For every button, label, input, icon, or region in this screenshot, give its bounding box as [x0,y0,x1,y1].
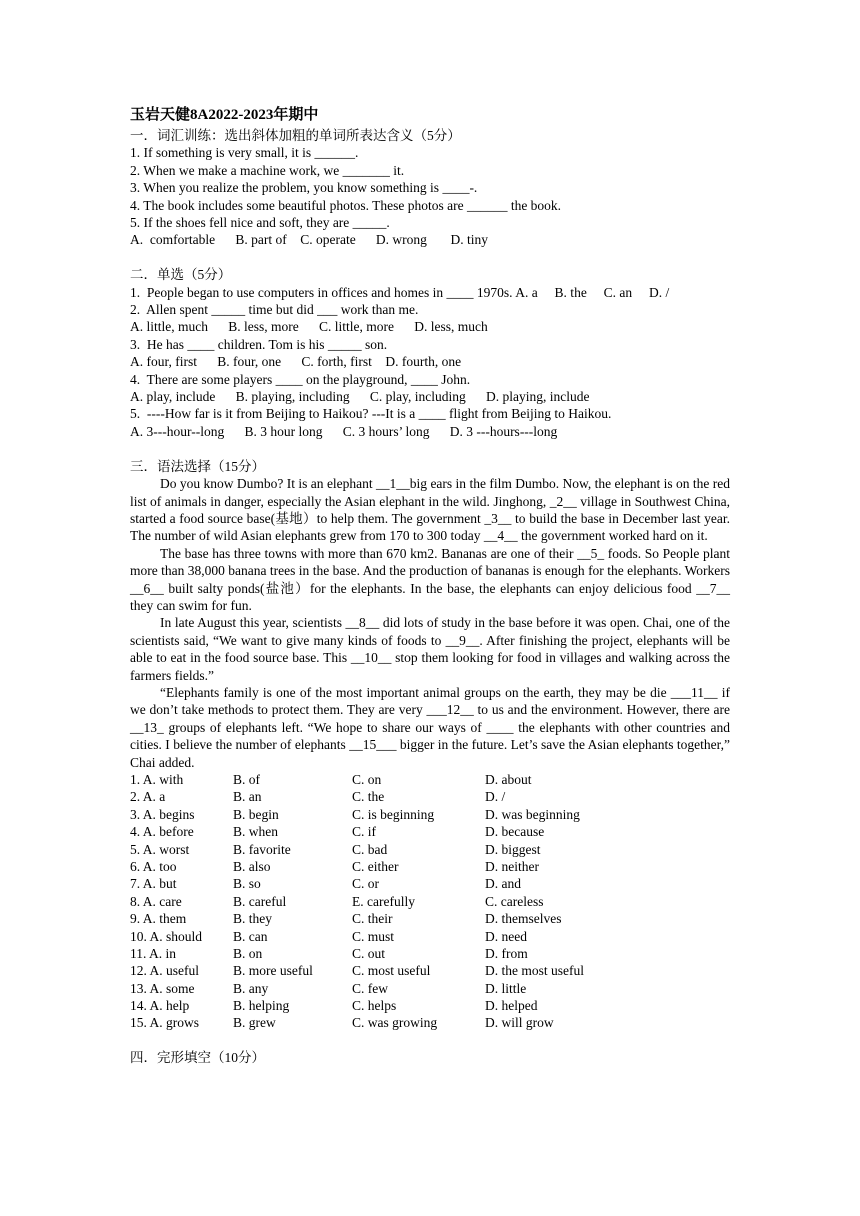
choice-b: B. favorite [233,841,291,857]
passage-paragraph-3: In late August this year, scientists __8__ did lots of study in the base before it was open. Chai, one of the scientists said, “We want to give many kinds of foods to __9__. After finishing the project, elephants will be able to eat in the food source base. This __10__ stop them looking for food in villages and walking across the farmers fields.” [130,615,730,683]
choice-row [130,858,730,875]
mc-line: 4. There are some players ____ on the playground, ____ John. [130,371,471,387]
mc-line: 5. ----How far is it from Beijing to Haikou? ---It is a ____ flight from Beijing to Haikou. [130,406,612,422]
mc-line: 3. He has ____ children. Tom is his _____ son. [130,336,388,352]
mc-line: A. 3---hour--long B. 3 hour long C. 3 hours’ long D. 3 ---hours---long [130,423,558,439]
choices-table [130,771,730,1032]
choice-row [130,841,730,858]
choice-d: D. little [485,980,527,996]
choice-b: B. begin [233,806,279,822]
choice-a: 3. A. begins [130,806,195,822]
choice-d: D. need [485,928,527,944]
choice-row [130,771,730,788]
choice-d: D. from [485,945,528,961]
choice-row [130,962,730,979]
passage-paragraph-4: “Elephants family is one of the most important animal groups on the earth, they may be die ___11__ if we don’t take methods to protect them. They are very ___12__ to us and the environment. However, there are __13_ groups of elephants left. “We hope to share our ways of ____ the elephants with other countries and cities. I believe the number of elephants __15___ bigger in the future. Let’s save the Asian elephants together,” Chai added. [130,684,730,770]
choice-b: B. of [233,772,260,787]
section4-heading: 四．完形填空（10分） [130,1050,265,1066]
choice-a: 9. A. them [130,911,187,927]
choice-c: C. helps [352,998,397,1014]
page-title: 玉岩天健8A2022-2023年期中 [130,107,319,123]
choice-b: B. also [233,858,271,874]
choice-c: C. either [352,858,399,874]
mc-line: 2. Allen spent _____ time but did ___ work than me. [130,302,419,318]
spacer [130,1032,730,1049]
choice-row [130,1014,730,1031]
document-page [130,103,730,1067]
vocab-question-1: 1. If something is very small, it is ______. [130,145,359,161]
section1-heading: 一．词汇训练：选出斜体加粗的单词所表达含义（5分） [130,128,461,143]
choice-d: D. / [485,789,506,805]
section3-heading: 三．语法选择（15分） [130,458,265,474]
vocab-question-2: 2. When we make a machine work, we _______ it. [130,162,405,178]
passage-paragraph-2: The base has three towns with more than 670 km2. Bananas are one of their __5_ foods. So People plant more than 38,000 banana trees in the base. And the production of bananas is enough for the elephants. Workers __6__ built salty ponds(盐池）for the elephants. In the base, the elephants can enjoy delicious food __7__ they can swim for fun. [130,545,730,613]
choice-c: C. or [352,876,379,892]
choice-d: D. themselves [485,911,562,927]
choice-b: B. an [233,789,262,805]
choice-row [130,788,730,805]
choice-d: D. and [485,876,521,892]
vocab-question-3: 3. When you realize the problem, you know something is ____-. [130,180,478,196]
choice-c: C. must [352,928,395,944]
choice-a: 6. A. too [130,858,177,874]
choice-a: 14. A. help [130,998,190,1014]
choice-b: B. helping [233,998,290,1014]
choice-d: D. because [485,824,545,840]
choice-b: B. can [233,928,268,944]
choice-b: B. when [233,824,278,840]
choice-a: 8. A. care [130,893,182,909]
spacer [130,440,730,457]
choice-d: D. about [485,772,532,787]
choice-b: B. grew [233,1015,276,1031]
choice-c: C. bad [352,841,388,857]
choice-d: D. biggest [485,841,541,857]
choice-row [130,928,730,945]
choice-row [130,997,730,1014]
choice-d: D. the most useful [485,963,584,979]
spacer [130,249,730,266]
choice-c: C. few [352,980,388,996]
choice-a: 10. A. should [130,928,203,944]
passage-paragraph-1: Do you know Dumbo? It is an elephant __1__big ears in the film Dumbo. Now, the elephant is on the red list of animals in danger, especially the Asian elephant in the wild. Jinghong, _2__ village in Southwest China, started a food source base(基地）to help them. The government _3__ to build the base in December last year. The number of wild Asian elephants grew from 170 to 300 today __4__ the government worked hard on it. [130,476,730,544]
mc-line: A. play, include B. playing, including C. play, including D. playing, include [130,389,590,405]
choice-c: C. most useful [352,963,431,979]
choice-d: D. will grow [485,1015,554,1031]
choice-row [130,893,730,910]
choice-row [130,980,730,997]
choice-a: 5. A. worst [130,841,190,857]
choice-c: C. is beginning [352,806,435,822]
choice-a: 13. A. some [130,980,195,996]
choice-c: C. on [352,772,382,787]
choice-c: C. if [352,824,377,840]
choice-b: B. more useful [233,963,313,979]
choice-c: C. the [352,789,385,805]
choice-d: D. helped [485,998,538,1014]
mc-line: A. four, first B. four, one C. forth, first D. fourth, one [130,354,462,370]
choice-row [130,806,730,823]
choice-d: C. careless [485,893,544,909]
choice-a: 1. A. with [130,772,184,787]
choice-d: D. was beginning [485,806,580,822]
choice-row [130,910,730,927]
choice-a: 11. A. in [130,945,177,961]
choice-a: 2. A. a [130,789,166,805]
mc-line: 1. People began to use computers in offices and homes in ____ 1970s. A. a B. the C. an D. / [130,284,670,300]
vocab-question-4: 4. The book includes some beautiful photos. These photos are ______ the book. [130,197,562,213]
choice-row [130,823,730,840]
choice-a: 7. A. but [130,876,177,892]
choice-c: C. out [352,945,386,961]
choice-a: 4. A. before [130,824,194,840]
choice-c: C. their [352,911,393,927]
choice-b: B. any [233,980,269,996]
choice-a: 12. A. useful [130,963,199,979]
choice-a: 15. A. grows [130,1015,200,1031]
choice-c: E. carefully [352,893,415,909]
choice-b: B. they [233,911,272,927]
choice-row [130,875,730,892]
vocab-options: A. comfortable B. part of C. operate D. wrong D. tiny [130,232,489,248]
choice-b: B. so [233,876,261,892]
mc-line: A. little, much B. less, more C. little, more D. less, much [130,319,488,335]
vocab-question-5: 5. If the shoes fell nice and soft, they are _____. [130,215,390,231]
choice-b: B. careful [233,893,287,909]
choice-row [130,945,730,962]
choice-d: D. neither [485,858,539,874]
choice-b: B. on [233,945,263,961]
choice-c: C. was growing [352,1015,438,1031]
section2-heading: 二．单选（5分） [130,267,232,283]
